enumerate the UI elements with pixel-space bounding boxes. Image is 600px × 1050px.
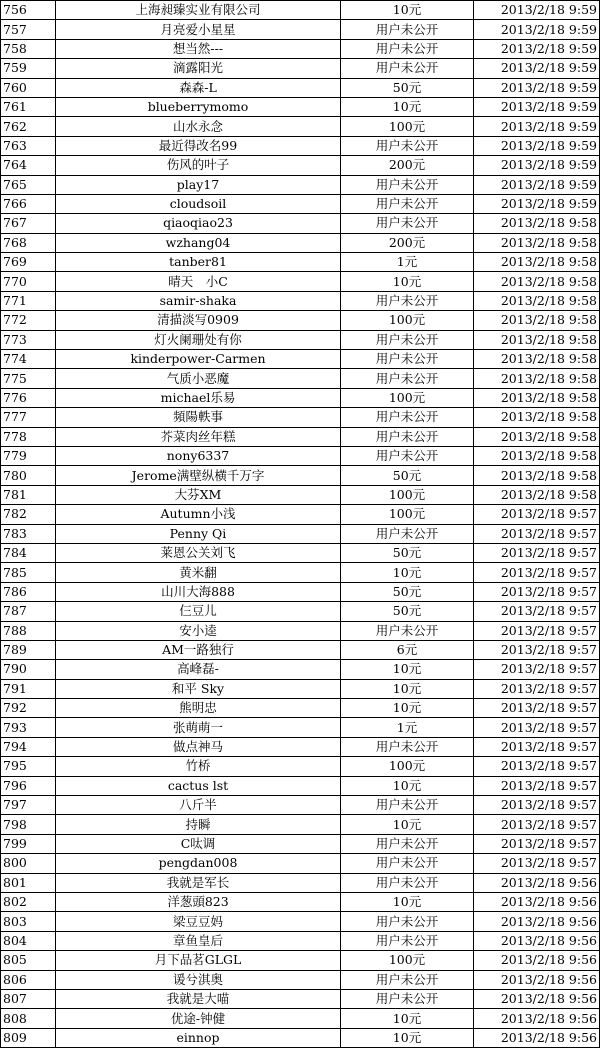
row-number-cell: 788: [1, 621, 56, 640]
table-row: [1, 427, 600, 446]
donor-name-cell: samir-shaka: [56, 291, 341, 310]
donor-name-cell: 持瞬: [56, 815, 341, 834]
table-row: [1, 369, 600, 388]
donation-time-cell: 2013/2/18 9:57: [474, 737, 600, 756]
donation-amount-cell: 用户未公开: [341, 350, 474, 369]
table-row: [1, 253, 600, 272]
table-row: [1, 272, 600, 291]
donor-name-cell: 做点神马: [56, 737, 341, 756]
table-row: [1, 737, 600, 756]
donor-name-cell: einnop: [56, 1028, 341, 1047]
table-row: [1, 834, 600, 853]
table-row: [1, 156, 600, 175]
donation-amount-cell: 100元: [341, 117, 474, 136]
row-number-cell: 774: [1, 350, 56, 369]
donation-amount-cell: 用户未公开: [341, 912, 474, 931]
row-number-cell: 786: [1, 582, 56, 601]
donation-amount-cell: 1元: [341, 253, 474, 272]
donor-name-cell: cactus lst: [56, 776, 341, 795]
table-row: [1, 602, 600, 621]
donation-time-cell: 2013/2/18 9:57: [474, 776, 600, 795]
donor-name-cell: Jerome满壁纵横千万字: [56, 466, 341, 485]
donation-amount-cell: 10元: [341, 679, 474, 698]
table-row: [1, 912, 600, 931]
donation-amount-cell: 1元: [341, 718, 474, 737]
table-row: [1, 582, 600, 601]
table-row: [1, 621, 600, 640]
donation-amount-cell: 10元: [341, 97, 474, 116]
donation-amount-cell: 10元: [341, 272, 474, 291]
donation-amount-cell: 用户未公开: [341, 854, 474, 873]
donation-amount-cell: 用户未公开: [341, 59, 474, 78]
table-row: [1, 330, 600, 349]
table-row: [1, 1028, 600, 1047]
table-row: [1, 311, 600, 330]
row-number-cell: 777: [1, 408, 56, 427]
donation-amount-cell: 用户未公开: [341, 194, 474, 213]
donation-time-cell: 2013/2/18 9:57: [474, 718, 600, 737]
row-number-cell: 789: [1, 640, 56, 659]
donation-time-cell: 2013/2/18 9:58: [474, 311, 600, 330]
donation-time-cell: 2013/2/18 9:57: [474, 543, 600, 562]
donor-name-cell: 仨豆儿: [56, 602, 341, 621]
row-number-cell: 782: [1, 505, 56, 524]
table-row: [1, 175, 600, 194]
row-number-cell: 761: [1, 97, 56, 116]
table-row: [1, 892, 600, 911]
donor-name-cell: 张萌萌一: [56, 718, 341, 737]
table-row: [1, 505, 600, 524]
row-number-cell: 767: [1, 214, 56, 233]
donation-amount-cell: 用户未公开: [341, 873, 474, 892]
table-row: [1, 78, 600, 97]
table-row: [1, 59, 600, 78]
donor-name-cell: 上海昶臻实业有限公司: [56, 1, 341, 20]
donor-name-cell: 月亮爱小星星: [56, 20, 341, 39]
donor-name-cell: blueberrymomo: [56, 97, 341, 116]
table-row: [1, 563, 600, 582]
donation-time-cell: 2013/2/18 9:57: [474, 854, 600, 873]
donation-amount-cell: 用户未公开: [341, 291, 474, 310]
table-row: [1, 466, 600, 485]
row-number-cell: 765: [1, 175, 56, 194]
table-row: [1, 873, 600, 892]
donation-amount-cell: 50元: [341, 466, 474, 485]
donor-name-cell: 伤风的叶子: [56, 156, 341, 175]
donation-time-cell: 2013/2/18 9:58: [474, 253, 600, 272]
table-row: [1, 39, 600, 58]
table-row: [1, 815, 600, 834]
donation-time-cell: 2013/2/18 9:56: [474, 1009, 600, 1028]
donation-amount-cell: 用户未公开: [341, 369, 474, 388]
table-row: [1, 97, 600, 116]
donation-amount-cell: 100元: [341, 311, 474, 330]
donor-name-cell: 高峰磊-: [56, 660, 341, 679]
table-row: [1, 524, 600, 543]
row-number-cell: 757: [1, 20, 56, 39]
row-number-cell: 798: [1, 815, 56, 834]
row-number-cell: 793: [1, 718, 56, 737]
donor-name-cell: Autumn小浅: [56, 505, 341, 524]
donor-name-cell: 月下品茗GLGL: [56, 951, 341, 970]
donation-time-cell: 2013/2/18 9:59: [474, 136, 600, 155]
donation-time-cell: 2013/2/18 9:59: [474, 97, 600, 116]
table-row: [1, 446, 600, 465]
table-row: [1, 543, 600, 562]
donor-name-cell: 灯火阑珊处有你: [56, 330, 341, 349]
donor-name-cell: 山川大海888: [56, 582, 341, 601]
donation-time-cell: 2013/2/18 9:58: [474, 485, 600, 504]
table-row: [1, 20, 600, 39]
donation-time-cell: 2013/2/18 9:57: [474, 834, 600, 853]
donation-time-cell: 2013/2/18 9:58: [474, 291, 600, 310]
donation-time-cell: 2013/2/18 9:57: [474, 660, 600, 679]
table-row: [1, 718, 600, 737]
donor-name-cell: 八斤半: [56, 796, 341, 815]
donation-time-cell: 2013/2/18 9:59: [474, 20, 600, 39]
row-number-cell: 756: [1, 1, 56, 20]
row-number-cell: 800: [1, 854, 56, 873]
donation-time-cell: 2013/2/18 9:57: [474, 699, 600, 718]
row-number-cell: 804: [1, 931, 56, 950]
row-number-cell: 776: [1, 388, 56, 407]
donation-amount-cell: 10元: [341, 1009, 474, 1028]
row-number-cell: 790: [1, 660, 56, 679]
row-number-cell: 795: [1, 757, 56, 776]
donor-name-cell: 和平 Sky: [56, 679, 341, 698]
donation-amount-cell: 用户未公开: [341, 175, 474, 194]
donor-name-cell: 最近得改名99: [56, 136, 341, 155]
donor-name-cell: 我就是大喵: [56, 989, 341, 1008]
donor-name-cell: play17: [56, 175, 341, 194]
donor-name-cell: Penny Qi: [56, 524, 341, 543]
donation-time-cell: 2013/2/18 9:58: [474, 233, 600, 252]
donation-amount-cell: 10元: [341, 1028, 474, 1047]
table-row: [1, 699, 600, 718]
donation-time-cell: 2013/2/18 9:58: [474, 466, 600, 485]
row-number-cell: 805: [1, 951, 56, 970]
donor-name-cell: pengdan008: [56, 854, 341, 873]
donation-time-cell: 2013/2/18 9:56: [474, 989, 600, 1008]
row-number-cell: 785: [1, 563, 56, 582]
row-number-cell: 760: [1, 78, 56, 97]
donor-name-cell: wzhang04: [56, 233, 341, 252]
donor-name-cell: 安小逵: [56, 621, 341, 640]
donor-name-cell: 大芬XM: [56, 485, 341, 504]
donation-amount-cell: 10元: [341, 815, 474, 834]
donation-time-cell: 2013/2/18 9:58: [474, 369, 600, 388]
table-row: [1, 660, 600, 679]
donation-amount-cell: 用户未公开: [341, 427, 474, 446]
donation-time-cell: 2013/2/18 9:59: [474, 194, 600, 213]
donation-amount-cell: 50元: [341, 582, 474, 601]
row-number-cell: 803: [1, 912, 56, 931]
donor-name-cell: 我就是军长: [56, 873, 341, 892]
table-row: [1, 408, 600, 427]
row-number-cell: 759: [1, 59, 56, 78]
donation-amount-cell: 50元: [341, 78, 474, 97]
row-number-cell: 771: [1, 291, 56, 310]
donation-amount-cell: 用户未公开: [341, 39, 474, 58]
donation-time-cell: 2013/2/18 9:59: [474, 39, 600, 58]
donation-amount-cell: 10元: [341, 1, 474, 20]
donor-name-cell: nony6337: [56, 446, 341, 465]
row-number-cell: 797: [1, 796, 56, 815]
donor-name-cell: 章鱼皇后: [56, 931, 341, 950]
donation-amount-cell: 用户未公开: [341, 20, 474, 39]
donor-name-cell: 頻陽軼事: [56, 408, 341, 427]
row-number-cell: 770: [1, 272, 56, 291]
donation-time-cell: 2013/2/18 9:56: [474, 873, 600, 892]
row-number-cell: 801: [1, 873, 56, 892]
donor-name-cell: 梁豆豆妈: [56, 912, 341, 931]
donation-time-cell: 2013/2/18 9:57: [474, 621, 600, 640]
row-number-cell: 808: [1, 1009, 56, 1028]
row-number-cell: 775: [1, 369, 56, 388]
row-number-cell: 783: [1, 524, 56, 543]
donation-time-cell: 2013/2/18 9:57: [474, 640, 600, 659]
donation-amount-cell: 10元: [341, 563, 474, 582]
donor-name-cell: 优途-钟健: [56, 1009, 341, 1028]
donor-name-cell: 想当然---: [56, 39, 341, 58]
table-row: [1, 350, 600, 369]
donation-amount-cell: 用户未公开: [341, 834, 474, 853]
donation-time-cell: 2013/2/18 9:57: [474, 524, 600, 543]
row-number-cell: 807: [1, 989, 56, 1008]
donation-time-cell: 2013/2/18 9:58: [474, 427, 600, 446]
donor-name-cell: C呔调: [56, 834, 341, 853]
donation-amount-cell: 用户未公开: [341, 621, 474, 640]
table-row: [1, 989, 600, 1008]
donation-amount-cell: 6元: [341, 640, 474, 659]
table-row: [1, 1009, 600, 1028]
donation-amount-cell: 用户未公开: [341, 214, 474, 233]
table-row: [1, 485, 600, 504]
donation-amount-cell: 200元: [341, 156, 474, 175]
donor-name-cell: 气质小恶魔: [56, 369, 341, 388]
donation-amount-cell: 用户未公开: [341, 970, 474, 989]
donation-amount-cell: 50元: [341, 543, 474, 562]
donor-name-cell: qiaoqiao23: [56, 214, 341, 233]
row-number-cell: 796: [1, 776, 56, 795]
donation-time-cell: 2013/2/18 9:58: [474, 330, 600, 349]
donation-time-cell: 2013/2/18 9:58: [474, 408, 600, 427]
row-number-cell: 772: [1, 311, 56, 330]
table-row: [1, 233, 600, 252]
row-number-cell: 794: [1, 737, 56, 756]
donation-time-cell: 2013/2/18 9:56: [474, 892, 600, 911]
donor-name-cell: 洋葱頭823: [56, 892, 341, 911]
row-number-cell: 792: [1, 699, 56, 718]
donation-time-cell: 2013/2/18 9:58: [474, 388, 600, 407]
donation-amount-cell: 50元: [341, 602, 474, 621]
row-number-cell: 787: [1, 602, 56, 621]
donation-time-cell: 2013/2/18 9:57: [474, 602, 600, 621]
donation-table-body: [1, 1, 600, 1048]
donor-name-cell: michael乐易: [56, 388, 341, 407]
table-row: [1, 854, 600, 873]
table-row: [1, 776, 600, 795]
row-number-cell: 769: [1, 253, 56, 272]
table-row: [1, 214, 600, 233]
donation-amount-cell: 10元: [341, 699, 474, 718]
donation-time-cell: 2013/2/18 9:59: [474, 59, 600, 78]
donation-amount-cell: 用户未公开: [341, 446, 474, 465]
donation-amount-cell: 用户未公开: [341, 796, 474, 815]
donor-name-cell: cloudsoil: [56, 194, 341, 213]
donation-time-cell: 2013/2/18 9:58: [474, 272, 600, 291]
row-number-cell: 778: [1, 427, 56, 446]
row-number-cell: 784: [1, 543, 56, 562]
table-row: [1, 117, 600, 136]
row-number-cell: 762: [1, 117, 56, 136]
donor-name-cell: tanber81: [56, 253, 341, 272]
donor-name-cell: 莱恩公关刘飞: [56, 543, 341, 562]
donation-amount-cell: 用户未公开: [341, 989, 474, 1008]
row-number-cell: 768: [1, 233, 56, 252]
donor-name-cell: 竹桥: [56, 757, 341, 776]
table-row: [1, 136, 600, 155]
row-number-cell: 766: [1, 194, 56, 213]
row-number-cell: 781: [1, 485, 56, 504]
donation-time-cell: 2013/2/18 9:57: [474, 582, 600, 601]
donation-amount-cell: 100元: [341, 757, 474, 776]
donation-time-cell: 2013/2/18 9:59: [474, 175, 600, 194]
table-row: [1, 388, 600, 407]
donation-time-cell: 2013/2/18 9:57: [474, 563, 600, 582]
table-row: [1, 951, 600, 970]
donor-name-cell: 芥菜肉丝年糕: [56, 427, 341, 446]
row-number-cell: 802: [1, 892, 56, 911]
row-number-cell: 791: [1, 679, 56, 698]
row-number-cell: 799: [1, 834, 56, 853]
donor-name-cell: 晴天 小C: [56, 272, 341, 291]
row-number-cell: 809: [1, 1028, 56, 1047]
donation-time-cell: 2013/2/18 9:57: [474, 505, 600, 524]
donation-amount-cell: 100元: [341, 485, 474, 504]
row-number-cell: 780: [1, 466, 56, 485]
donor-name-cell: 滴露阳光: [56, 59, 341, 78]
donation-amount-cell: 用户未公开: [341, 931, 474, 950]
donation-time-cell: 2013/2/18 9:57: [474, 815, 600, 834]
donation-time-cell: 2013/2/18 9:56: [474, 912, 600, 931]
donation-time-cell: 2013/2/18 9:58: [474, 214, 600, 233]
donation-amount-cell: 10元: [341, 892, 474, 911]
row-number-cell: 764: [1, 156, 56, 175]
donation-time-cell: 2013/2/18 9:56: [474, 970, 600, 989]
donation-amount-cell: 用户未公开: [341, 408, 474, 427]
donor-name-cell: 谖兮淇奥: [56, 970, 341, 989]
donation-amount-cell: 10元: [341, 660, 474, 679]
donor-name-cell: 山水永念: [56, 117, 341, 136]
donation-time-cell: 2013/2/18 9:57: [474, 757, 600, 776]
table-row: [1, 796, 600, 815]
donation-amount-cell: 用户未公开: [341, 737, 474, 756]
donor-name-cell: 清描淡写0909: [56, 311, 341, 330]
donation-time-cell: 2013/2/18 9:59: [474, 156, 600, 175]
donor-name-cell: 黄米翻: [56, 563, 341, 582]
table-row: [1, 1, 600, 20]
donation-amount-cell: 200元: [341, 233, 474, 252]
donation-time-cell: 2013/2/18 9:59: [474, 78, 600, 97]
table-row: [1, 757, 600, 776]
row-number-cell: 763: [1, 136, 56, 155]
donation-amount-cell: 100元: [341, 505, 474, 524]
donation-amount-cell: 100元: [341, 388, 474, 407]
table-row: [1, 931, 600, 950]
donation-time-cell: 2013/2/18 9:56: [474, 931, 600, 950]
table-row: [1, 970, 600, 989]
donor-name-cell: kinderpower-Carmen: [56, 350, 341, 369]
donation-time-cell: 2013/2/18 9:57: [474, 679, 600, 698]
donation-time-cell: 2013/2/18 9:58: [474, 350, 600, 369]
donation-amount-cell: 用户未公开: [341, 330, 474, 349]
table-row: [1, 194, 600, 213]
table-row: [1, 640, 600, 659]
donation-amount-cell: 用户未公开: [341, 136, 474, 155]
row-number-cell: 779: [1, 446, 56, 465]
donation-time-cell: 2013/2/18 9:56: [474, 951, 600, 970]
donation-time-cell: 2013/2/18 9:57: [474, 796, 600, 815]
donation-amount-cell: 100元: [341, 951, 474, 970]
donor-name-cell: AM一路独行: [56, 640, 341, 659]
donation-time-cell: 2013/2/18 9:59: [474, 1, 600, 20]
row-number-cell: 806: [1, 970, 56, 989]
donation-time-cell: 2013/2/18 9:59: [474, 117, 600, 136]
table-row: [1, 291, 600, 310]
donor-name-cell: 森森-L: [56, 78, 341, 97]
row-number-cell: 773: [1, 330, 56, 349]
donation-amount-cell: 10元: [341, 776, 474, 795]
donation-time-cell: 2013/2/18 9:56: [474, 1028, 600, 1047]
donor-name-cell: 熊明忠: [56, 699, 341, 718]
donation-amount-cell: 用户未公开: [341, 524, 474, 543]
donation-time-cell: 2013/2/18 9:58: [474, 446, 600, 465]
row-number-cell: 758: [1, 39, 56, 58]
table-row: [1, 679, 600, 698]
